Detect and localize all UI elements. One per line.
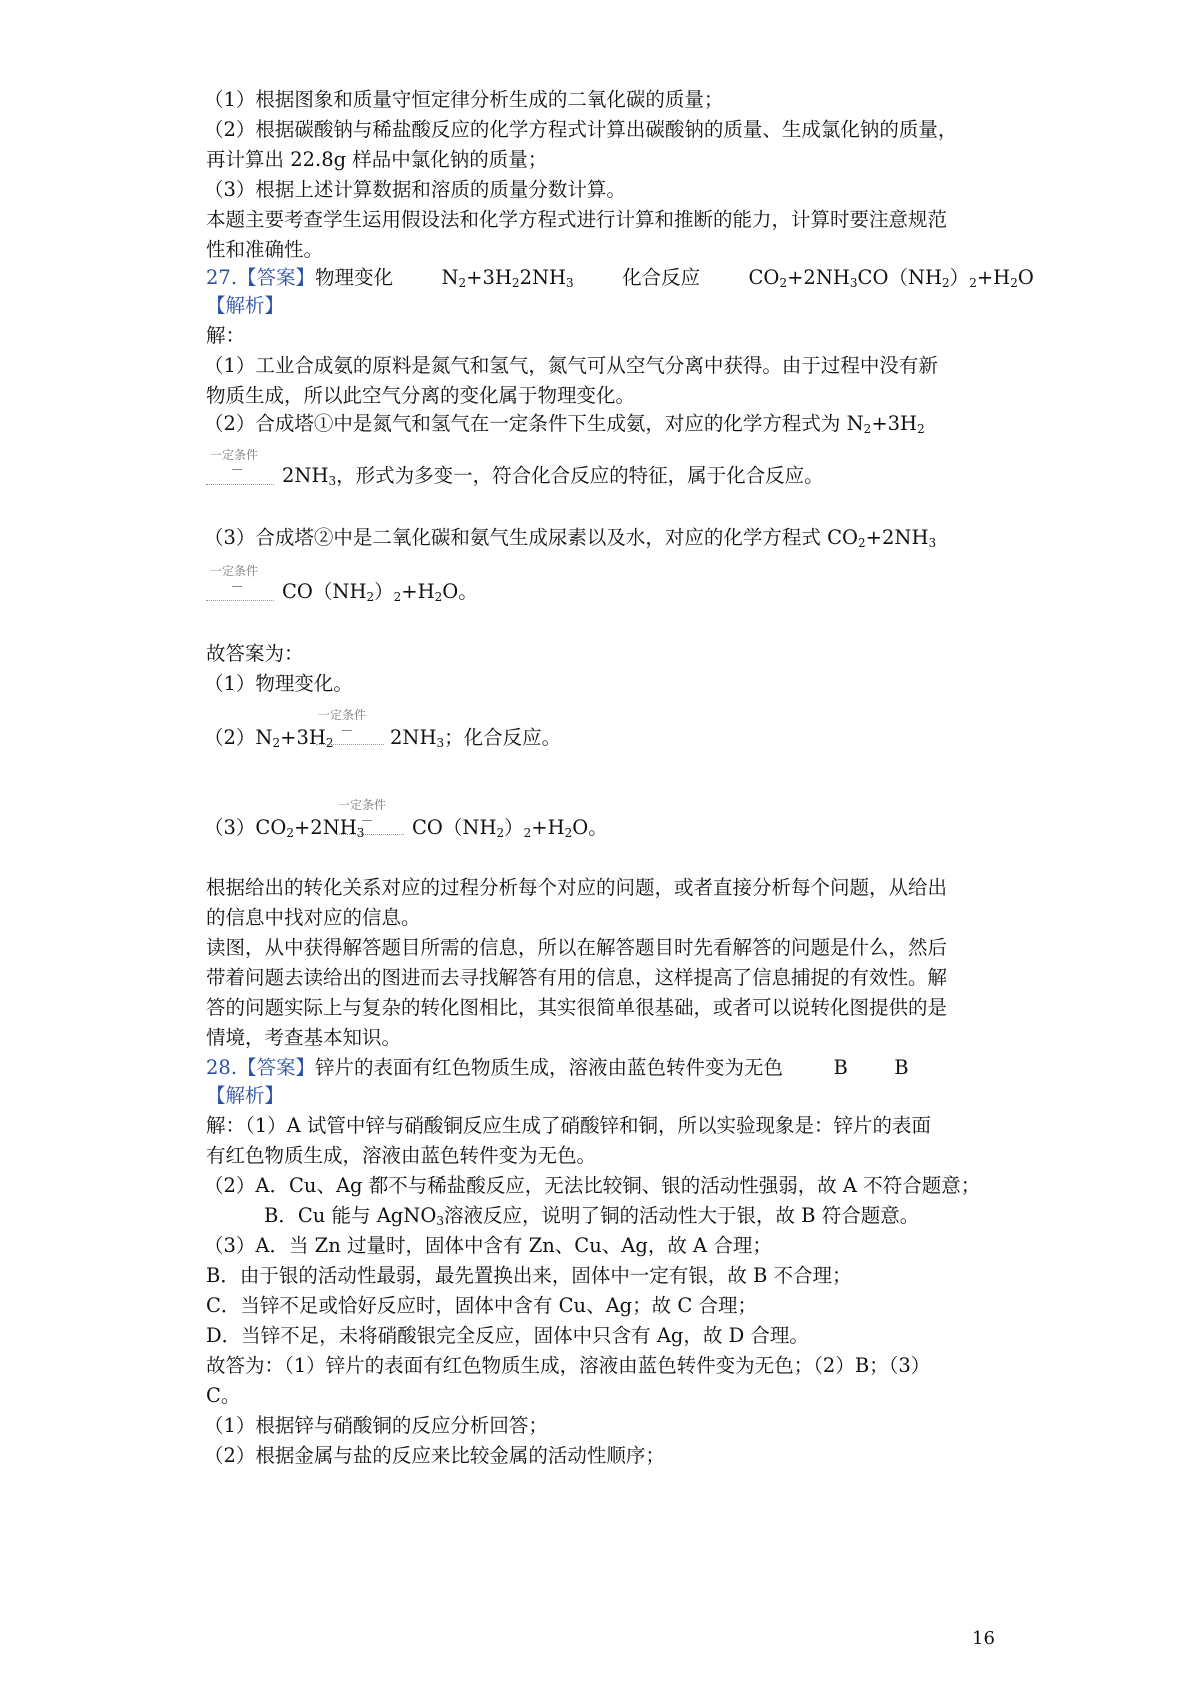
- q27-p2b: $2NH_3$，形式为多变一，符合化合反应的特征，属于化合反应。: [282, 464, 824, 488]
- q28-line-12: （2）根据金属与盐的反应来比较金属的活动性顺序；: [204, 1444, 665, 1467]
- q27-final-2-left: $(2)N_2+3H_2$: [204, 726, 334, 750]
- q28-number: 28.: [206, 1056, 238, 1079]
- page-number: 16: [972, 1628, 995, 1649]
- q27-final-3-right: $CO(NH_2)_2+H_2O$。: [412, 816, 608, 840]
- q28-analysis-tag: 【解析】: [206, 1084, 285, 1107]
- q27-note-2: 的信息中找对应的信息。: [206, 906, 421, 929]
- q27-analysis-tag: 【解析】: [206, 294, 285, 317]
- q27-answer-3: 化合反应: [622, 266, 701, 289]
- q28-line-3: （2）A．Cu、Ag 都不与稀盐酸反应，无法比较铜、银的活动性强弱，故 A 不符合题意；: [204, 1174, 981, 1197]
- q28-line-6: B．由于银的活动性最弱，最先置换出来，固体中一定有银，故 B 不合理；: [206, 1264, 852, 1287]
- equals-sign-1: [232, 469, 242, 470]
- condition-label-1: 一定条件: [210, 448, 259, 462]
- q27-note-6: 情境，考查基本知识。: [206, 1026, 402, 1049]
- dotted-line-2: [206, 600, 274, 601]
- q28-answer-line: [206, 1054, 909, 1082]
- q27-p3b: $CO(NH_2)_2+H_2O$。: [282, 580, 478, 604]
- q27-answer-2: $N_2+3H_22NH_3$: [441, 266, 574, 290]
- intro-line-5: 本题主要考查学生运用假设法和化学方程式进行计算和推断的能力，计算时要注意规范: [206, 208, 948, 231]
- q28-answer-tag: 【答案】: [237, 1056, 316, 1079]
- intro-line-6: 性和准确性。: [206, 238, 324, 261]
- q27-final-head: 故答案为：: [206, 642, 304, 665]
- q28-line-2: 有红色物质生成，溶液由蓝色转件变为无色。: [206, 1144, 597, 1167]
- q28-line-9: 故答为：（1）锌片的表面有红色物质生成，溶液由蓝色转件变为无色；（2）B；（3）: [206, 1354, 931, 1377]
- intro-line-3: 再计算出 22.8g 样品中氯化钠的质量；: [206, 148, 548, 171]
- q28-line-4: B．Cu 能与 AgNO$_3$溶液反应，说明了铜的活动性大于银，故 B 符合题意。: [264, 1204, 920, 1228]
- intro-line-1: （1）根据图象和质量守恒定律分析生成的二氧化碳的质量；: [204, 88, 724, 111]
- q27-p1b: 物质生成，所以此空气分离的变化属于物理变化。: [206, 384, 636, 407]
- q27-note-5: 答的问题实际上与复杂的转化图相比，其实很简单很基础，或者可以说转化图提供的是: [206, 996, 948, 1019]
- q27-note-4: 带着问题去读给出的图进而去寻找解答有用的信息，这样提高了信息捕捉的有效性。解: [206, 966, 948, 989]
- equals-sign-3: [342, 730, 352, 731]
- equals-sign-2: [232, 586, 242, 587]
- condition-label-3: 一定条件: [318, 708, 367, 722]
- q27-jie: 解：: [206, 324, 246, 347]
- q28-answer-2: B: [833, 1056, 848, 1079]
- q28-line-1: 解：（1）A 试管中锌与硝酸铜反应生成了硝酸锌和铜，所以实验现象是：锌片的表面: [206, 1114, 931, 1137]
- dotted-line-1: [206, 484, 274, 485]
- q27-p1a: （1）工业合成氨的原料是氮气和氢气，氮气可从空气分离中获得。由于过程中没有新: [204, 354, 938, 377]
- q27-answer-line: [206, 264, 1034, 297]
- q27-note-1: 根据给出的转化关系对应的过程分析每个对应的问题，或者直接分析每个问题，从给出: [206, 876, 948, 899]
- q27-answer-tag: 【答案】: [237, 266, 316, 289]
- q27-answer-4: $CO_2+2NH_3CO(NH_2)_2+H_2O$: [748, 266, 1034, 290]
- q28-line-8: D．当锌不足，未将硝酸银完全反应，固体中只含有 Ag，故 D 合理。: [206, 1324, 809, 1347]
- q27-final-2-right: $2NH_3$；化合反应。: [390, 726, 562, 750]
- q28-line-7: C．当锌不足或恰好反应时，固体中含有 Cu、Ag；故 C 合理；: [206, 1294, 757, 1317]
- q27-answer-1: 物理变化: [315, 266, 394, 289]
- intro-line-4: （3）根据上述计算数据和溶质的质量分数计算。: [204, 178, 626, 201]
- q28-answer-1: 锌片的表面有红色物质生成，溶液由蓝色转件变为无色: [315, 1056, 784, 1079]
- q27-p2a: （2）合成塔①中是氮气和氢气在一定条件下生成氨，对应的化学方程式为 $N_2+3H_2$: [204, 412, 925, 436]
- q27-number: 27.: [206, 266, 238, 289]
- q27-note-3: 读图，从中获得解答题目所需的信息，所以在解答题目时先看解答的问题是什么，然后: [206, 936, 948, 959]
- q28-answer-3: B: [894, 1056, 909, 1079]
- condition-label-2: 一定条件: [210, 564, 259, 578]
- intro-line-2: （2）根据碳酸钠与稀盐酸反应的化学方程式计算出碳酸钠的质量、生成氯化钠的质量，: [204, 118, 958, 141]
- q27-final-3-left: $(3)CO_2+2NH_3$: [204, 816, 365, 840]
- q28-line-5: （3）A．当 Zn 过量时，固体中含有 Zn、Cu、Ag，故 A 合理；: [204, 1234, 772, 1257]
- q27-final-1: （1）物理变化。: [204, 672, 353, 695]
- q27-p3a: （3）合成塔②中是二氧化碳和氨气生成尿素以及水，对应的化学方程式 $CO_2+2NH_3$: [204, 526, 937, 550]
- q28-line-10: C。: [206, 1384, 241, 1407]
- condition-label-4: 一定条件: [338, 798, 387, 812]
- q28-line-11: （1）根据锌与硝酸铜的反应分析回答；: [204, 1414, 548, 1437]
